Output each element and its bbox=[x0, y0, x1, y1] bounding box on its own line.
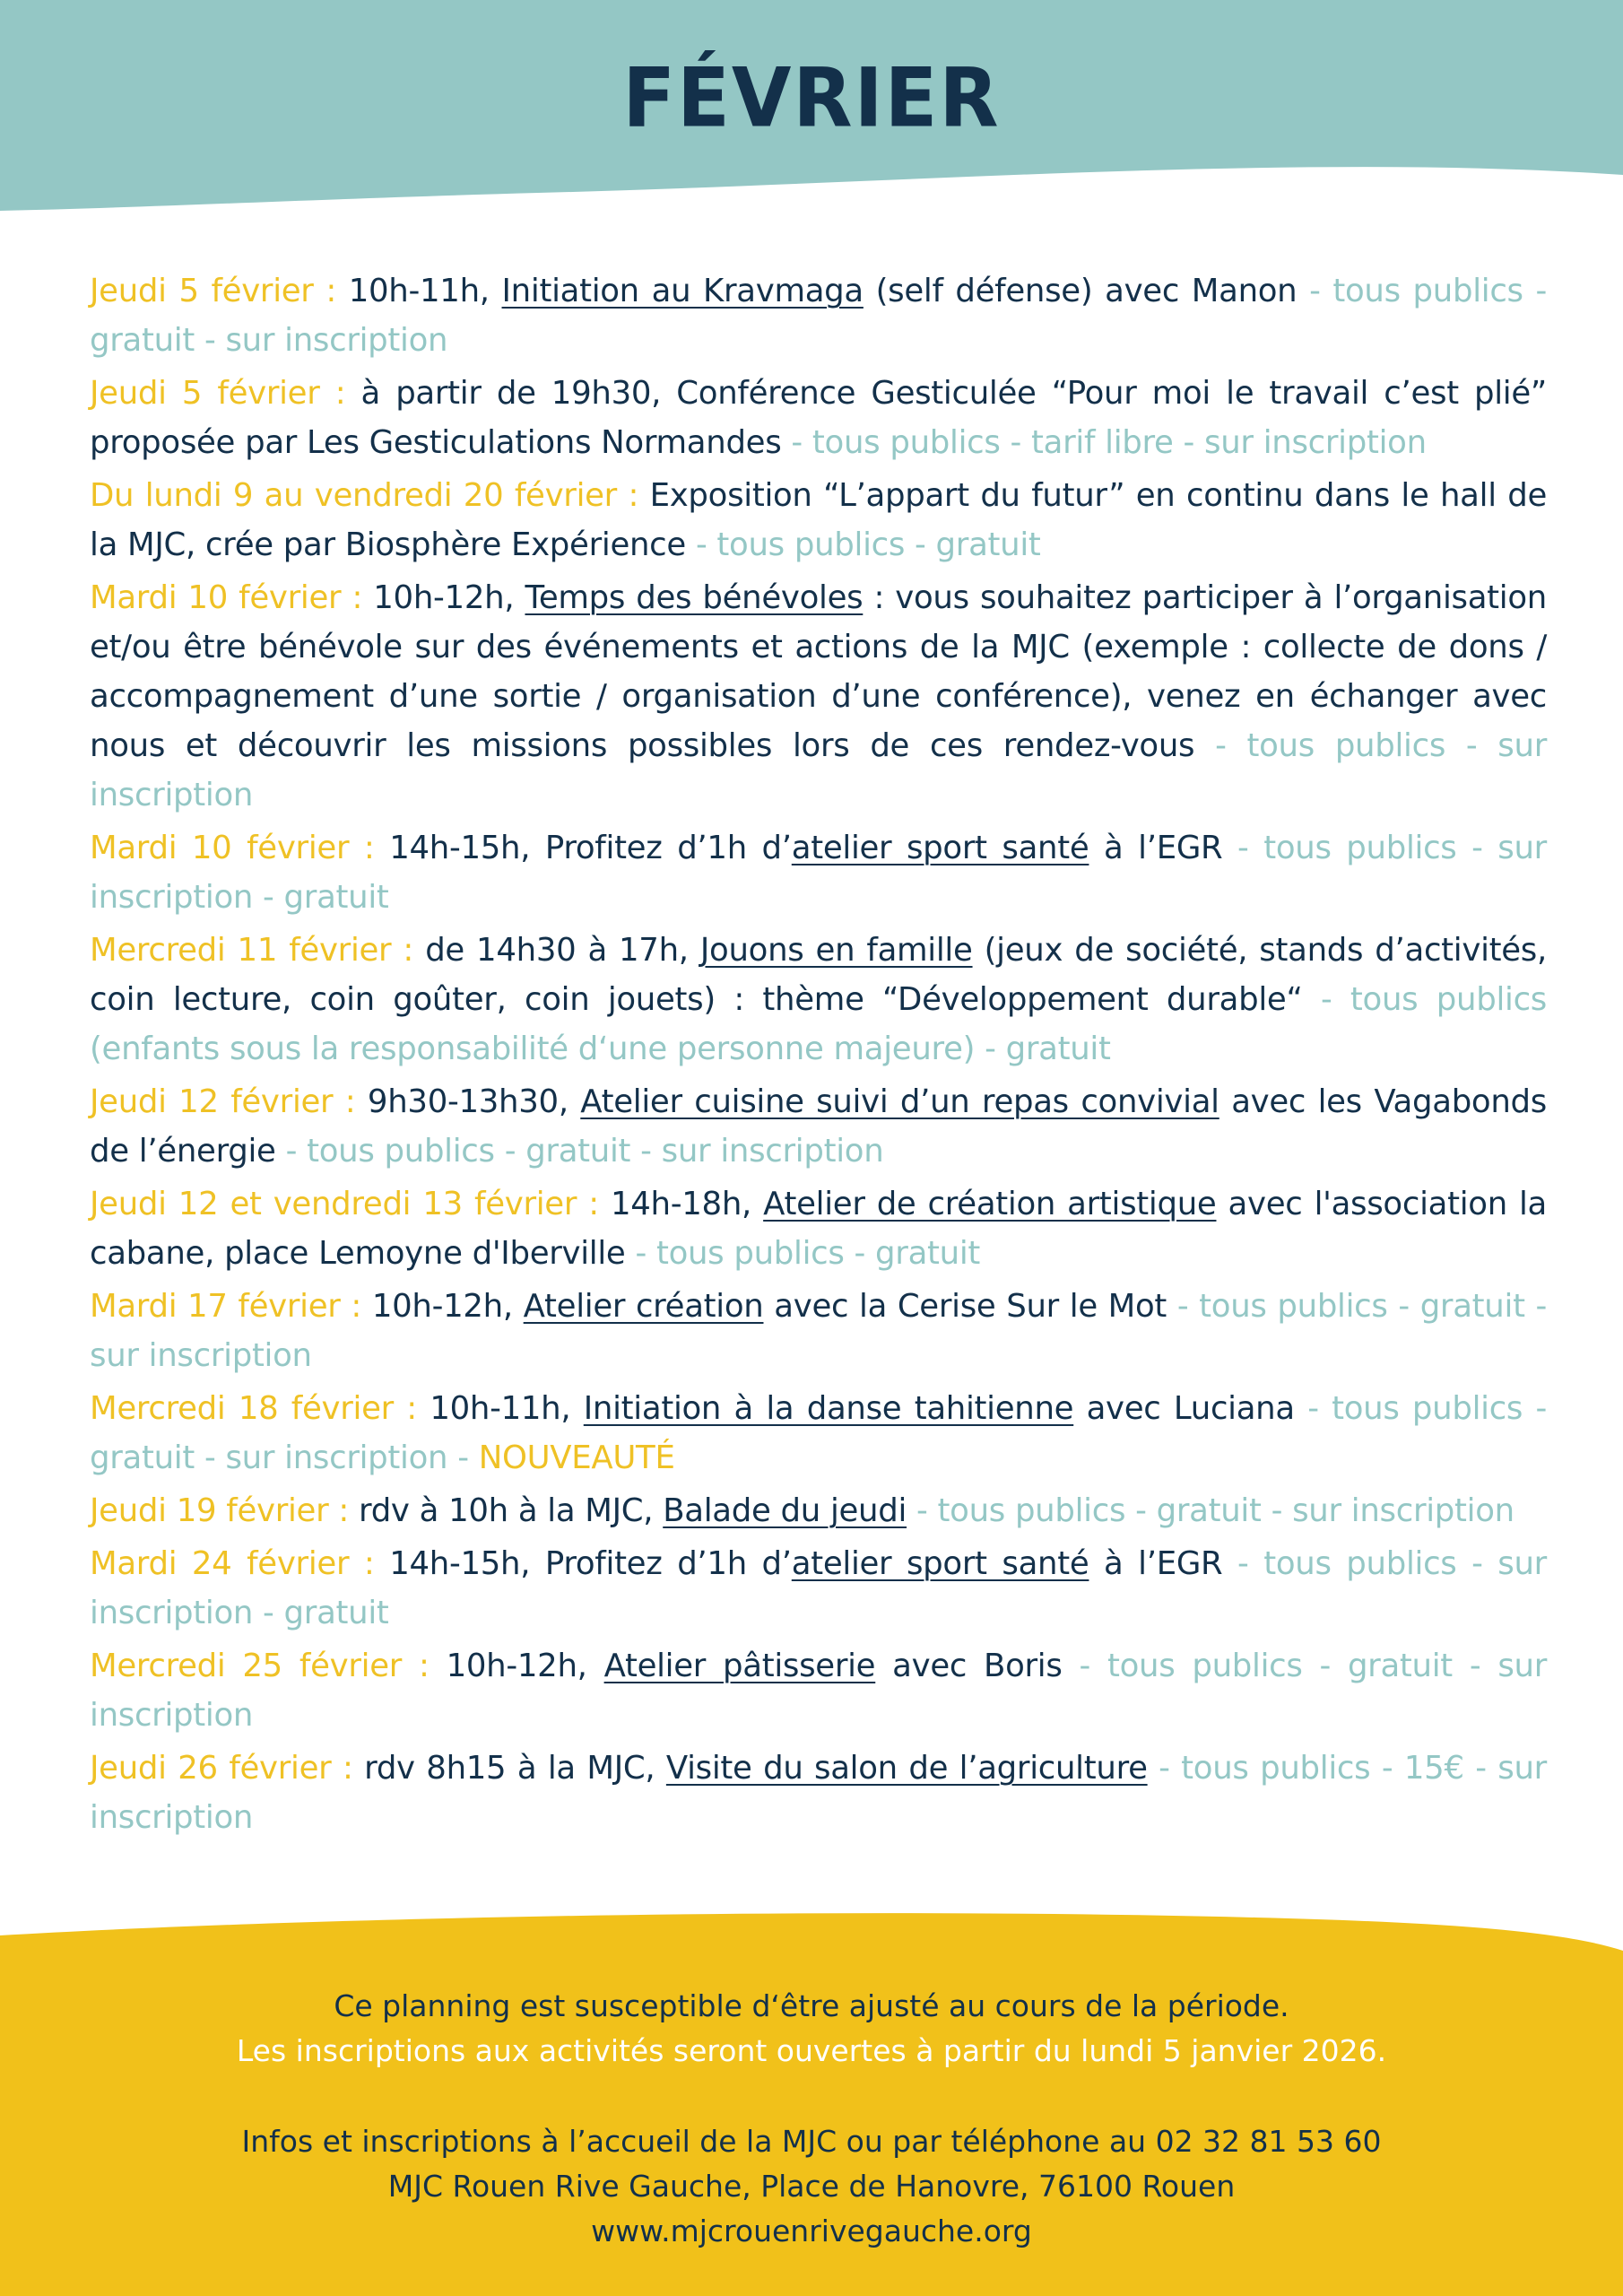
event-date: Jeudi 5 février : bbox=[90, 375, 361, 412]
footer-website-link[interactable]: www.mjcrouenrivegauche.org bbox=[591, 2213, 1032, 2248]
event-text: 10h-11h, bbox=[348, 273, 502, 309]
event-date: Du lundi 9 au vendredi 20 février : bbox=[90, 477, 650, 514]
event-date: Jeudi 26 février : bbox=[90, 1750, 365, 1787]
event-link[interactable]: Jouons en famille bbox=[699, 932, 973, 969]
event-tags: - tous publics - gratuit - sur inscription bbox=[90, 1288, 1547, 1374]
event-tags: - tous publics (enfants sous la responsabilité d‘une personne majeure) - gratuit bbox=[90, 981, 1547, 1067]
event-text-after: à l’EGR bbox=[1089, 830, 1223, 866]
event-link[interactable]: Temps des bénévoles bbox=[525, 579, 864, 616]
event-item bbox=[90, 1641, 1547, 1740]
event-tags: - tous publics - gratuit bbox=[625, 1235, 981, 1272]
event-text: 10h-12h, bbox=[373, 579, 525, 616]
footer-contact: Infos et inscriptions à l’accueil de la MJC ou par téléphone au 02 32 81 53 60 bbox=[241, 2124, 1382, 2159]
event-item bbox=[90, 471, 1547, 570]
event-date: Mardi 17 février : bbox=[90, 1288, 372, 1325]
event-item bbox=[90, 1744, 1547, 1842]
event-text-after: (jeux de société, stands d’activités, coin lecture, coin goûter, coin jouets) : thème “Développement durable“ bbox=[90, 932, 1547, 1018]
event-text-after: avec la Cerise Sur le Mot bbox=[763, 1288, 1167, 1325]
event-date: Jeudi 12 et vendredi 13 février : bbox=[90, 1186, 611, 1222]
event-date: Mardi 10 février : bbox=[90, 830, 390, 866]
event-date: Jeudi 19 février : bbox=[90, 1492, 360, 1529]
event-text: Exposition “L’appart du futur” en continu dans le hall de la MJC, crée par Biosphère Expérience bbox=[90, 477, 1547, 563]
event-tags: - tous publics - gratuit bbox=[685, 526, 1041, 563]
event-link[interactable]: atelier sport santé bbox=[791, 1545, 1089, 1582]
event-link[interactable]: Visite du salon de l’agriculture bbox=[665, 1750, 1148, 1787]
event-tags: - tous publics - tarif libre - sur inscription bbox=[781, 424, 1427, 461]
event-tags: - tous publics - gratuit - sur inscription bbox=[90, 1648, 1548, 1734]
event-link[interactable]: Atelier de création artistique bbox=[763, 1186, 1217, 1222]
event-tags: - tous publics - gratuit - sur inscription bbox=[907, 1492, 1515, 1529]
event-text: 14h-18h, bbox=[610, 1186, 764, 1222]
event-link[interactable]: atelier sport santé bbox=[791, 830, 1089, 866]
event-text-after: avec les Vagabonds de l’énergie bbox=[90, 1083, 1547, 1170]
event-tags: - tous publics - sur inscription - gratuit bbox=[90, 830, 1547, 916]
page-title: FÉVRIER bbox=[622, 51, 1001, 147]
event-text: rdv à 10h à la MJC, bbox=[359, 1492, 664, 1529]
event-item bbox=[90, 266, 1547, 365]
event-link[interactable]: Atelier pâtisserie bbox=[603, 1648, 876, 1684]
event-date: Mercredi 25 février : bbox=[90, 1648, 447, 1684]
footer-notice: Ce planning est susceptible d‘être ajusté au cours de la période. bbox=[334, 1988, 1289, 2023]
event-text-after: avec Boris bbox=[875, 1648, 1063, 1684]
event-item bbox=[90, 1179, 1547, 1278]
event-link[interactable]: Initiation à la danse tahitienne bbox=[583, 1390, 1074, 1427]
footer-address: MJC Rouen Rive Gauche, Place de Hanovre, 76100 Rouen bbox=[387, 2169, 1236, 2204]
event-date: Jeudi 12 février : bbox=[90, 1083, 368, 1120]
event-text-after: (self défense) avec Manon bbox=[863, 273, 1298, 309]
event-tags: - tous publics - gratuit - sur inscription bbox=[90, 273, 1547, 359]
event-date: Jeudi 5 février : bbox=[90, 273, 349, 309]
event-tags: - tous publics - 15€ - sur inscription bbox=[90, 1750, 1547, 1836]
footer-registration-notice: Les inscriptions aux activités seront ouvertes à partir du lundi 5 janvier 2026. bbox=[236, 2033, 1387, 2068]
event-link[interactable]: Initiation au Kravmaga bbox=[501, 273, 864, 309]
event-text: 10h-12h, bbox=[446, 1648, 604, 1684]
event-date: Mardi 24 février : bbox=[90, 1545, 390, 1582]
event-tags: - tous publics - gratuit - sur inscription bbox=[275, 1133, 884, 1170]
event-item bbox=[90, 823, 1547, 922]
event-text: 14h-15h, Profitez d’1h d’ bbox=[389, 1545, 792, 1582]
event-text-after: : vous souhaitez participer à l’organisation et/ou être bénévole sur des événements et actions de la MJC (exemple : collecte de dons / accompagnement d’une sortie / organisation d’une conférence), venez en échanger avec nous et découvrir les missions possibles lors de ces rendez-vous bbox=[90, 579, 1547, 764]
event-link[interactable]: Atelier création bbox=[523, 1288, 764, 1325]
footer-spacer bbox=[0, 2074, 1623, 2119]
event-link[interactable]: Balade du jeudi bbox=[663, 1492, 907, 1529]
event-text: 10h-12h, bbox=[371, 1288, 524, 1325]
new-badge: NOUVEAUTÉ bbox=[478, 1439, 675, 1476]
event-text-after: avec l'association la cabane, place Lemoyne d'Iberville bbox=[90, 1186, 1547, 1272]
event-text: 14h-15h, Profitez d’1h d’ bbox=[389, 830, 792, 866]
event-item bbox=[90, 1539, 1547, 1638]
event-tags: - tous publics - sur inscription bbox=[90, 727, 1547, 813]
event-text: rdv 8h15 à la MJC, bbox=[364, 1750, 666, 1787]
event-item bbox=[90, 369, 1547, 467]
event-tags: - tous publics - sur inscription - gratuit bbox=[90, 1545, 1547, 1631]
event-item bbox=[90, 1282, 1547, 1380]
event-text-after: à l’EGR bbox=[1089, 1545, 1223, 1582]
event-item bbox=[90, 926, 1547, 1074]
event-text-after: avec Luciana bbox=[1073, 1390, 1295, 1427]
event-text: de 14h30 à 17h, bbox=[425, 932, 700, 969]
event-link[interactable]: Atelier cuisine suivi d’un repas convivial bbox=[580, 1083, 1219, 1120]
event-date: Mercredi 11 février : bbox=[90, 932, 426, 969]
event-item bbox=[90, 1384, 1547, 1483]
event-item bbox=[90, 1077, 1547, 1176]
footer-info bbox=[0, 1984, 1623, 2254]
event-date: Mercredi 18 février : bbox=[90, 1390, 430, 1427]
event-item bbox=[90, 573, 1547, 820]
event-item bbox=[90, 1486, 1547, 1535]
event-tags: - tous publics - gratuit - sur inscription - bbox=[90, 1390, 1547, 1476]
event-list bbox=[90, 266, 1547, 1846]
event-date: Mardi 10 février : bbox=[90, 579, 374, 616]
event-text: 9h30-13h30, bbox=[367, 1083, 581, 1120]
event-text: 10h-11h, bbox=[430, 1390, 584, 1427]
event-text: à partir de 19h30, Conférence Gesticulée “Pour moi le travail c’est plié” proposée par Les Gesticulations Normandes bbox=[90, 375, 1547, 461]
